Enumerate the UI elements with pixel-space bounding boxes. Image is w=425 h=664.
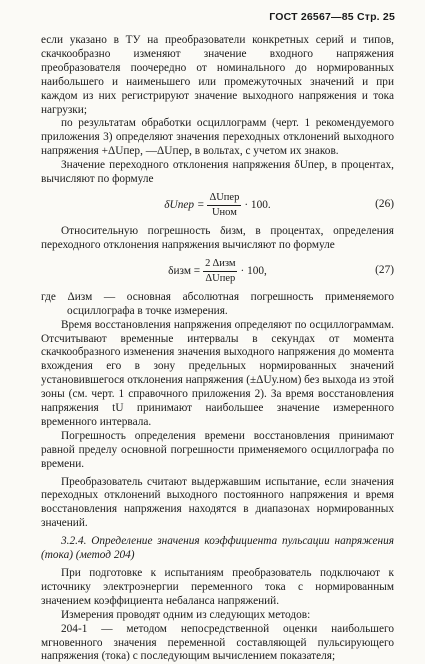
formula-27 [41,255,394,289]
paragraph: если указано в ТУ на преобразователи конкретных серий и типов, скачкообразно изменяют значение входного напряжения преобразователя поочередно от номинального до нормированных наибольшего и наименьшего или промежуточных значений и при каждом из них регистрируют значение выходного напряжения и тока нагрузки; [41,34,394,116]
standard-number: ГОСТ 26567—85 [269,11,354,23]
where-clause: где Δизм — основная абсолютная погрешность применяемого осциллографа в точке измерения. [41,290,394,317]
formula-denominator: Uном [211,207,237,219]
document-body [41,34,394,664]
formula-denominator: ΔUпер [205,273,236,285]
formula-lhs: δизм = [168,264,201,277]
formula-fraction [203,258,237,285]
section-title: 3.2.4. Определение значения коэффициента пульсации напряжения (тока) (метод 204) [41,535,394,562]
equation-number: (27) [375,263,394,276]
paragraph: Относительную погрешность δизм, в процентах, определения переходного отклонения напряжения вычисляют по формуле [41,224,394,251]
equation-number: (26) [375,197,394,210]
formula-numerator: 2 Δизм [203,258,237,272]
formula-rhs: · 100, [240,264,267,277]
paragraph: 204-1 — методом непосредственной оценки наибольшего мгновенного значения переменной составляющей пульсирующего напряжения (тока) с последующим вычислением показателя; [41,622,394,663]
formula-fraction [207,192,241,219]
page-header [269,11,395,23]
page-number: Стр. 25 [356,11,395,23]
paragraph: по результатам обработки осциллограмм (черт. 1 рекомендуемого приложения 3) определяют значения переходных отклонений выходного напряжения +ΔUпер, —ΔUпер, в вольтах, с учетом их знаков. [41,117,394,158]
formula-rhs: · 100. [244,199,271,212]
paragraph: Значение переходного отклонения напряжения δUпер, в процентах, вычисляют по формуле [41,159,394,186]
paragraph: Преобразователь считают выдержавшим испытание, если значения переходных отклонений выходного постоянного напряжения и время восстановления напряжения находятся в диапазонах нормированных значений. [41,475,394,530]
formula-numerator: ΔUпер [207,192,241,206]
formula-26 [41,189,394,223]
paragraph: Погрешность определения времени восстановления принимают равной пределу основной погрешности применяемого осциллографа по времени. [41,429,394,470]
paragraph: Измерения проводят одним из следующих методов: [61,608,311,621]
formula-lhs: δUпер = [164,199,205,212]
paragraph: Время восстановления напряжения определяют по осциллограммам. Отсчитывают временные интервалы в секундах от момента скачкообразного изменения значения выходного напряжения до момента вхождения его в зону предельных нормированных значений установившегося отклонения напряжения (±ΔUу.ном) без выхода из этой зоны (см. черт. 1 справочного приложения 2). За время восстановления напряжения tU принимают наибольшее значение измеренного временного интервала. [41,318,394,428]
paragraph: При подготовке к испытаниям преобразователь подключают к источнику электроэнергии переменного тока с нормированным значением коэффициента небаланса напряжений. [41,567,394,607]
